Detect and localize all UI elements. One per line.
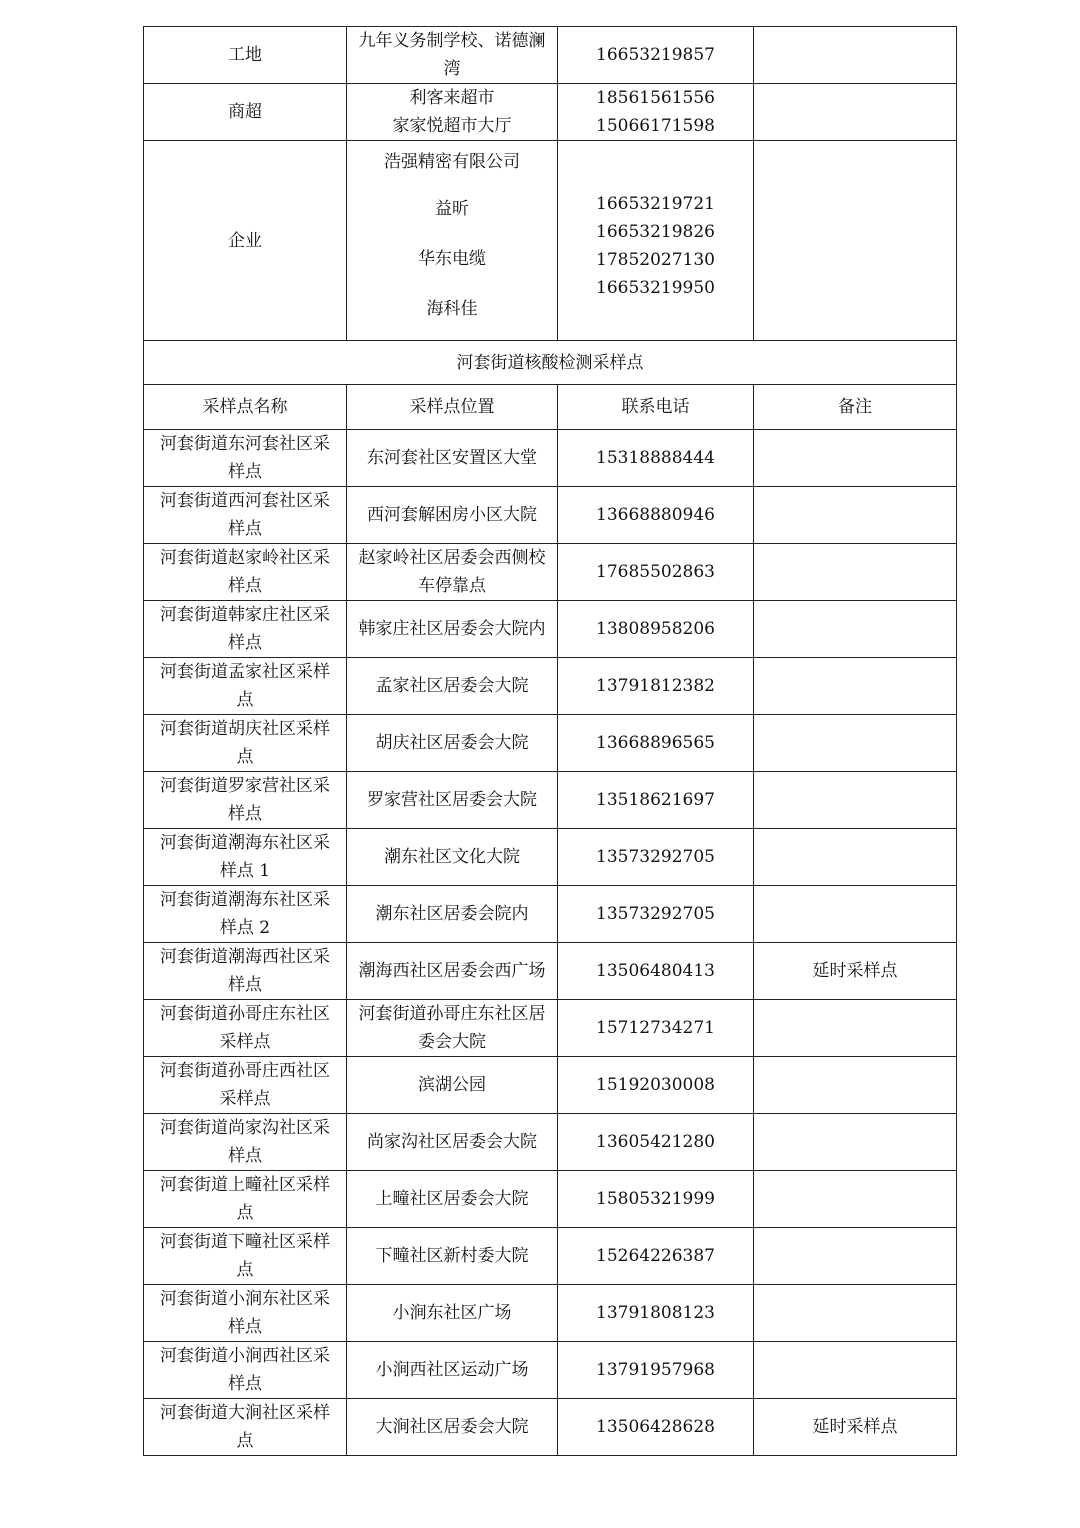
site-location-cell: 下疃社区新村委大院 (347, 1228, 558, 1285)
section-title: 河套街道核酸检测采样点 (144, 341, 957, 385)
site-location-cell: 孟家社区居委会大院 (347, 658, 558, 715)
site-name-cell: 河套街道下疃社区采样点 (144, 1228, 347, 1285)
site-note-cell (754, 1285, 957, 1342)
site-location-cell: 尚家沟社区居委会大院 (347, 1114, 558, 1171)
location-cell (347, 84, 558, 141)
site-note-cell (754, 1171, 957, 1228)
table-row (144, 1342, 957, 1399)
header-note: 备注 (754, 385, 957, 430)
header-phone: 联系电话 (558, 385, 754, 430)
site-phone-cell: 13791812382 (558, 658, 754, 715)
site-phone-cell: 13791808123 (558, 1285, 754, 1342)
site-note-cell (754, 1342, 957, 1399)
site-phone-cell: 13668880946 (558, 487, 754, 544)
table-row (144, 1114, 957, 1171)
site-name-cell: 河套街道尚家沟社区采样点 (144, 1114, 347, 1171)
site-name-cell: 河套街道西河套社区采样点 (144, 487, 347, 544)
site-rows (144, 430, 957, 1456)
header-location: 采样点位置 (347, 385, 558, 430)
site-name-cell: 河套街道东河套社区采样点 (144, 430, 347, 487)
site-phone-cell: 15192030008 (558, 1057, 754, 1114)
site-phone-cell: 15318888444 (558, 430, 754, 487)
table-row (144, 715, 957, 772)
site-location-cell: 大涧社区居委会大院 (347, 1399, 558, 1456)
site-name-cell: 河套街道小涧西社区采样点 (144, 1342, 347, 1399)
table-row (144, 943, 957, 1000)
site-note-cell (754, 601, 957, 658)
site-note-cell: 延时采样点 (754, 1399, 957, 1456)
section-title-row (144, 341, 957, 385)
site-phone-cell: 17685502863 (558, 544, 754, 601)
table-row (144, 658, 957, 715)
table-row (144, 544, 957, 601)
site-note-cell (754, 487, 957, 544)
site-note-cell (754, 886, 957, 943)
table-row (144, 1399, 957, 1456)
phone-line: 16653219950 (596, 277, 715, 298)
site-phone-cell: 13605421280 (558, 1114, 754, 1171)
phone-line: 15066171598 (596, 116, 715, 136)
category-cell: 工地 (144, 27, 347, 84)
site-location-cell: 小涧东社区广场 (347, 1285, 558, 1342)
site-name-cell: 河套街道孙哥庄东社区采样点 (144, 1000, 347, 1057)
header-name: 采样点名称 (144, 385, 347, 430)
site-note-cell (754, 829, 957, 886)
note-cell (754, 141, 957, 341)
table-row-enterprise (144, 141, 957, 341)
site-phone-cell: 15805321999 (558, 1171, 754, 1228)
note-cell (754, 27, 957, 84)
site-note-cell (754, 544, 957, 601)
table-row (144, 1228, 957, 1285)
phone-cell: 16653219857 (558, 27, 754, 84)
site-name-cell: 河套街道上疃社区采样点 (144, 1171, 347, 1228)
location-cell (347, 141, 558, 341)
site-note-cell: 延时采样点 (754, 943, 957, 1000)
table-row (144, 1285, 957, 1342)
site-name-cell: 河套街道赵家岭社区采样点 (144, 544, 347, 601)
phone-line: 16653219721 (596, 193, 715, 214)
site-location-cell: 潮海西社区居委会西广场 (347, 943, 558, 1000)
table-row (144, 829, 957, 886)
phone-line: 16653219826 (596, 221, 715, 242)
table-row (144, 84, 957, 141)
table-row (144, 430, 957, 487)
site-location-cell: 西河套解困房小区大院 (347, 487, 558, 544)
site-location-cell: 东河套社区安置区大堂 (347, 430, 558, 487)
table-row (144, 772, 957, 829)
site-phone-cell: 13808958206 (558, 601, 754, 658)
site-phone-cell: 13573292705 (558, 829, 754, 886)
site-note-cell (754, 715, 957, 772)
site-location-cell: 胡庆社区居委会大院 (347, 715, 558, 772)
table-header-row (144, 385, 957, 430)
sampling-sites-table (143, 26, 957, 1456)
site-phone-cell: 13791957968 (558, 1342, 754, 1399)
location-line: 海科佳 (426, 298, 478, 319)
table-row (144, 1000, 957, 1057)
site-location-cell: 小涧西社区运动广场 (347, 1342, 558, 1399)
site-name-cell: 河套街道孟家社区采样点 (144, 658, 347, 715)
location-cell: 九年义务制学校、诺德澜湾 (347, 27, 558, 84)
site-location-cell: 河套街道孙哥庄东社区居委会大院 (347, 1000, 558, 1057)
site-phone-cell: 13506480413 (558, 943, 754, 1000)
site-name-cell: 河套街道潮海东社区采样点 1 (144, 829, 347, 886)
phone-line: 18561561556 (596, 88, 715, 108)
category-cell: 企业 (144, 141, 347, 341)
phone-line: 17852027130 (596, 249, 715, 270)
site-note-cell (754, 1114, 957, 1171)
phone-cell (558, 84, 754, 141)
table-row (144, 886, 957, 943)
location-line: 华东电缆 (418, 248, 486, 269)
site-phone-cell: 13518621697 (558, 772, 754, 829)
site-location-cell: 滨湖公园 (347, 1057, 558, 1114)
site-phone-cell: 13506428628 (558, 1399, 754, 1456)
table-row (144, 601, 957, 658)
document-page (143, 26, 957, 1456)
site-name-cell: 河套街道孙哥庄西社区采样点 (144, 1057, 347, 1114)
note-cell (754, 84, 957, 141)
site-name-cell: 河套街道韩家庄社区采样点 (144, 601, 347, 658)
site-location-cell: 赵家岭社区居委会西侧校车停靠点 (347, 544, 558, 601)
site-note-cell (754, 772, 957, 829)
site-phone-cell: 13668896565 (558, 715, 754, 772)
site-location-cell: 潮东社区居委会院内 (347, 886, 558, 943)
location-line: 家家悦超市大厅 (392, 116, 512, 136)
site-phone-cell: 15712734271 (558, 1000, 754, 1057)
site-note-cell (754, 1228, 957, 1285)
site-name-cell: 河套街道潮海西社区采样点 (144, 943, 347, 1000)
site-name-cell: 河套街道胡庆社区采样点 (144, 715, 347, 772)
table-row (144, 1057, 957, 1114)
table-row (144, 27, 957, 84)
table-row (144, 1171, 957, 1228)
location-line: 利客来超市 (409, 88, 495, 108)
category-cell: 商超 (144, 84, 347, 141)
site-name-cell: 河套街道大涧社区采样点 (144, 1399, 347, 1456)
site-name-cell: 河套街道罗家营社区采样点 (144, 772, 347, 829)
site-note-cell (754, 1000, 957, 1057)
site-note-cell (754, 1057, 957, 1114)
site-location-cell: 潮东社区文化大院 (347, 829, 558, 886)
site-note-cell (754, 430, 957, 487)
site-location-cell: 韩家庄社区居委会大院内 (347, 601, 558, 658)
site-phone-cell: 13573292705 (558, 886, 754, 943)
table-row (144, 487, 957, 544)
site-location-cell: 罗家营社区居委会大院 (347, 772, 558, 829)
site-location-cell: 上疃社区居委会大院 (347, 1171, 558, 1228)
location-line: 浩强精密有限公司 (384, 151, 520, 172)
phone-cell (558, 141, 754, 341)
site-phone-cell: 15264226387 (558, 1228, 754, 1285)
site-note-cell (754, 658, 957, 715)
site-name-cell: 河套街道潮海东社区采样点 2 (144, 886, 347, 943)
location-line: 益昕 (435, 198, 469, 219)
site-name-cell: 河套街道小涧东社区采样点 (144, 1285, 347, 1342)
